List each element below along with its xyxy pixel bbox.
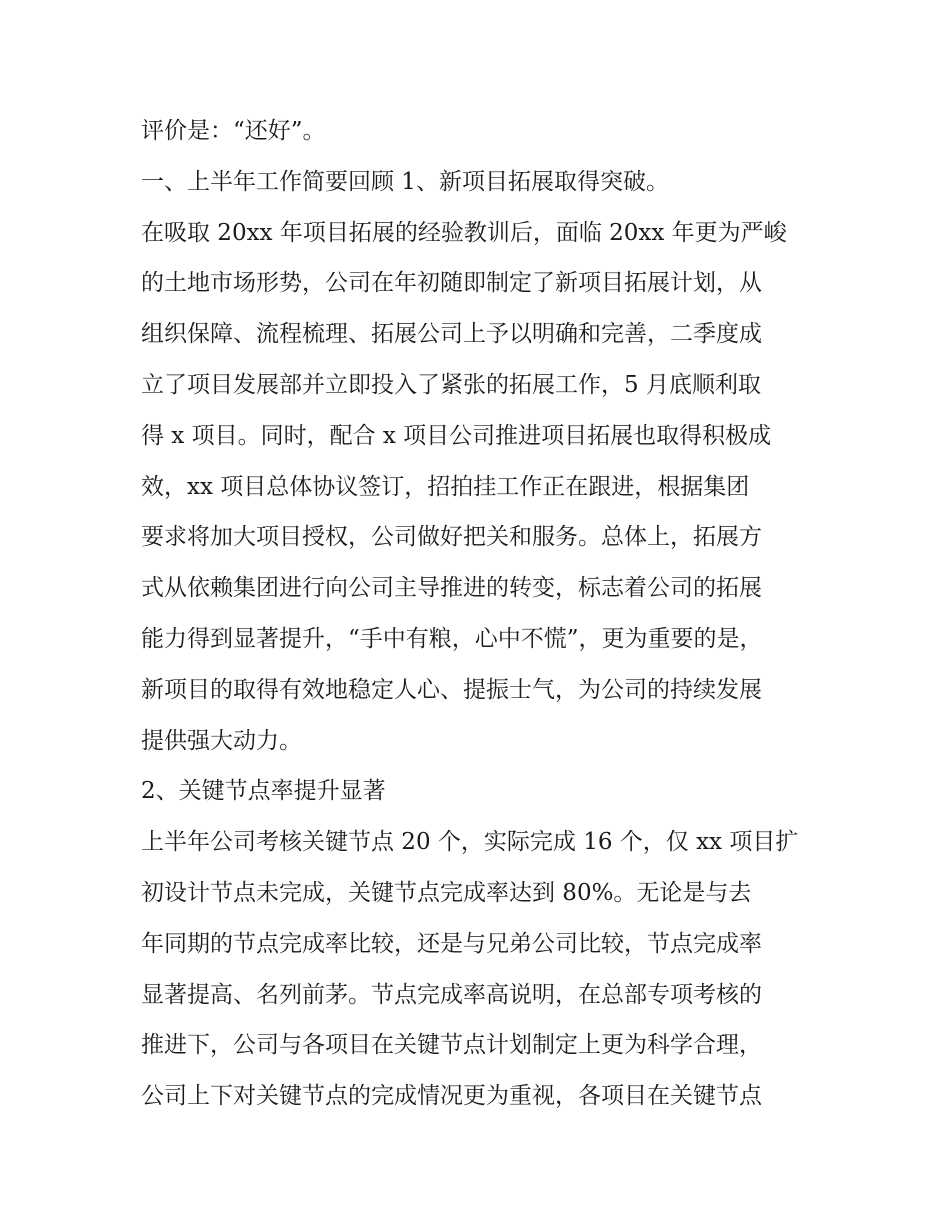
text-line: 得 x 项目。同时，配合 x 项目公司推进项目拓展也取得积极成 [141, 422, 772, 449]
text-line: 效，xx 项目总体协议签订，招拍挂工作正在跟进，根据集团 [141, 473, 750, 500]
body-text [141, 106, 813, 1122]
text-line: 公司上下对关键节点的完成情况更为重视，各项目在关键节点 [141, 1083, 762, 1110]
text-line: 要求将加大项目授权，公司做好把关和服务。总体上，拓展方 [141, 524, 762, 551]
subsection-heading: 2、关键节点率提升显著 [141, 778, 386, 805]
text-line: 年同期的节点完成率比较，还是与兄弟公司比较，节点完成率 [141, 930, 762, 957]
text-line: 的土地市场形势，公司在年初随即制定了新项目拓展计划，从 [141, 270, 762, 297]
text-line: 初设计节点未完成，关键节点完成率达到 80%。无论是与去 [141, 879, 752, 906]
text-line: 新项目的取得有效地稳定人心、提振士气，为公司的持续发展 [141, 676, 762, 703]
text-line: 推进下，公司与各项目在关键节点计划制定上更为科学合理， [141, 1032, 762, 1059]
section-heading: 一、上半年工作简要回顾 1、新项目拓展取得突破。 [141, 168, 669, 195]
text-line: 显著提高、名列前茅。节点完成率高说明，在总部专项考核的 [141, 981, 762, 1008]
text-line: 立了项目发展部并立即投入了紧张的拓展工作，5 月底顺利取 [141, 371, 761, 398]
text-line: 在吸取 20xx 年项目拓展的经验教训后，面临 20xx 年更为严峻 [141, 219, 787, 246]
text-line: 上半年公司考核关键节点 20 个，实际完成 16 个，仅 xx 项目扩 [141, 829, 799, 856]
text-line: 能力得到显著提升，“手中有粮，心中不慌”，更为重要的是， [141, 625, 763, 652]
text-line: 式从依赖集团进行向公司主导推进的转变，标志着公司的拓展 [141, 575, 762, 602]
text-line: 提供强大动力。 [141, 727, 302, 754]
text-line: 评价是：“还好”。 [141, 118, 326, 144]
text-line: 组织保障、流程梳理、拓展公司上予以明确和完善，二季度成 [141, 321, 762, 348]
